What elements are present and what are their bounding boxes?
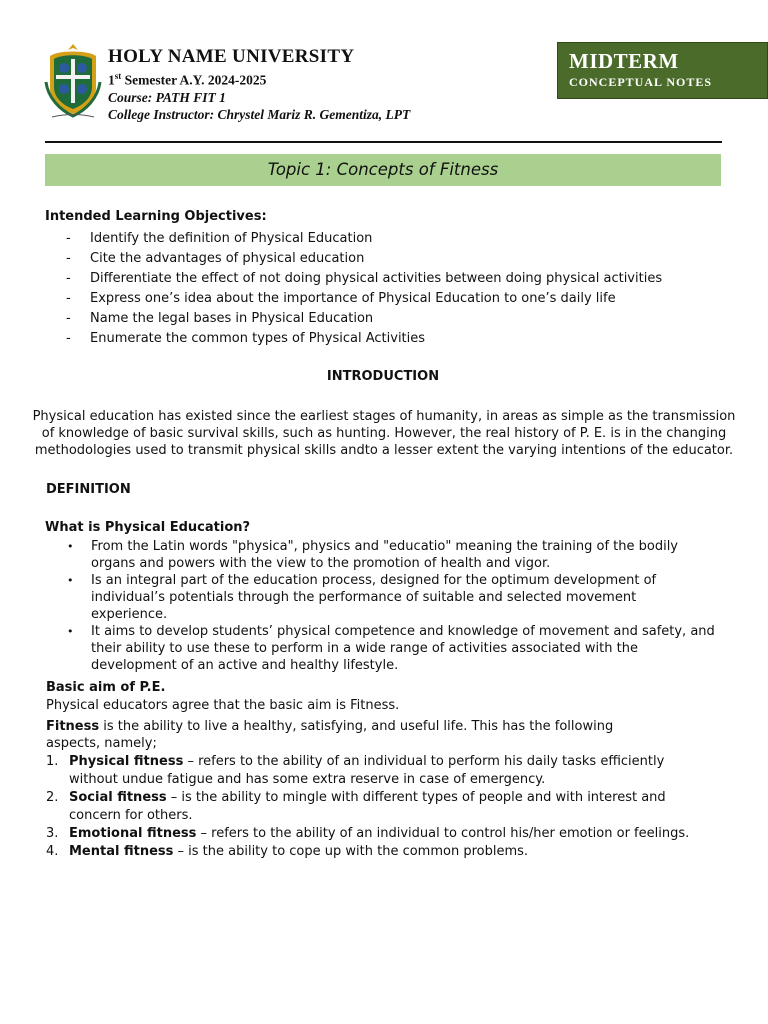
aspect-description: – refers to the ability of an individual to control his/her emotion or feelings. xyxy=(196,826,690,841)
aspect-description: – refers to the ability of an individual to perform his daily tasks efficiently without undue fatigue and has some extra reserve in case of emergency. xyxy=(69,754,665,787)
introduction-line: of knowledge of basic survival skills, such as hunting. However, the real history of P. E. is in the changing xyxy=(41,426,727,441)
introduction-paragraph xyxy=(30,408,738,459)
list-item: - Express one’s idea about the importance of Physical Education to one’s daily life xyxy=(66,289,662,309)
list-item xyxy=(46,789,706,825)
objectives-heading: Intended Learning Objectives: xyxy=(45,209,267,224)
university-seal-logo xyxy=(44,42,102,120)
semester-line xyxy=(108,68,410,89)
list-item: • From the Latin words "physica", physics and "educatio" meaning the training of the bodily organs and powers with the view to the promotion of health and vigor. xyxy=(66,538,716,572)
fitness-description: is the ability to live a healthy, satisfying, and useful life. This has the following aspects, namely; xyxy=(46,719,614,751)
semester-text: Semester A.Y. 2024-2025 xyxy=(121,72,267,88)
badge-title: MIDTERM xyxy=(569,49,679,73)
objectives-list xyxy=(66,229,662,349)
semester-number: 1 xyxy=(108,72,115,88)
what-is-pe-heading: What is Physical Education? xyxy=(45,520,251,535)
topic-title-bar: Topic 1: Concepts of Fitness xyxy=(45,154,721,186)
definition-bullets xyxy=(66,538,716,674)
list-item xyxy=(46,825,706,843)
fitness-definition xyxy=(46,718,666,752)
instructor-line: College Instructor: Chrystel Mariz R. Gementiza, LPT xyxy=(108,106,411,122)
header-divider xyxy=(45,141,722,143)
basic-aim-text: Physical educators agree that the basic aim is Fitness. xyxy=(46,698,400,713)
item-number: 1. xyxy=(46,754,59,769)
list-item: - Name the legal bases in Physical Education xyxy=(66,309,662,329)
list-item xyxy=(46,843,706,861)
midterm-badge xyxy=(557,42,768,99)
item-number: 4. xyxy=(46,844,59,859)
aspect-term: Physical fitness xyxy=(69,754,184,769)
item-number: 2. xyxy=(46,790,59,805)
course-line: Course: PATH FIT 1 xyxy=(108,89,226,105)
semester-ordinal: st xyxy=(114,71,122,81)
aspect-term: Mental fitness xyxy=(69,844,174,859)
fitness-aspects-list xyxy=(46,753,706,861)
list-item: - Enumerate the common types of Physical Activities xyxy=(66,329,662,349)
introduction-line: methodologies used to transmit physical skills andto a lesser extent the varying intentions of the educator. xyxy=(34,443,734,458)
basic-aim-heading: Basic aim of P.E. xyxy=(46,680,166,695)
aspect-description: – is the ability to mingle with different types of people and with interest and concern for others. xyxy=(69,790,666,823)
university-name: HOLY NAME UNIVERSITY xyxy=(108,46,355,67)
introduction-line: Physical education has existed since the earliest stages of humanity, in areas as simple as the transmission xyxy=(32,409,736,424)
list-item: • Is an integral part of the education process, designed for the optimum development of individual’s potentials through the performance of suitable and selected movement experience. xyxy=(66,572,716,623)
list-item: • It aims to develop students’ physical competence and knowledge of movement and safety, and their ability to use these to perform in a wide range of activities associated with the development of an active and healthy lifestyle. xyxy=(66,623,716,674)
list-item: - Cite the advantages of physical education xyxy=(66,249,662,269)
item-number: 3. xyxy=(46,826,59,841)
introduction-heading: INTRODUCTION xyxy=(326,369,440,384)
list-item: - Identify the definition of Physical Education xyxy=(66,229,662,249)
aspect-term: Social fitness xyxy=(69,790,167,805)
aspect-description: – is the ability to cope up with the common problems. xyxy=(173,844,529,859)
aspect-term: Emotional fitness xyxy=(69,826,197,841)
university-header xyxy=(108,46,410,123)
definition-heading: DEFINITION xyxy=(46,482,131,497)
list-item: - Differentiate the effect of not doing physical activities between doing physical activities xyxy=(66,269,662,289)
fitness-term: Fitness xyxy=(46,719,100,734)
list-item xyxy=(46,753,706,789)
badge-subtitle: CONCEPTUAL NOTES xyxy=(569,75,713,89)
